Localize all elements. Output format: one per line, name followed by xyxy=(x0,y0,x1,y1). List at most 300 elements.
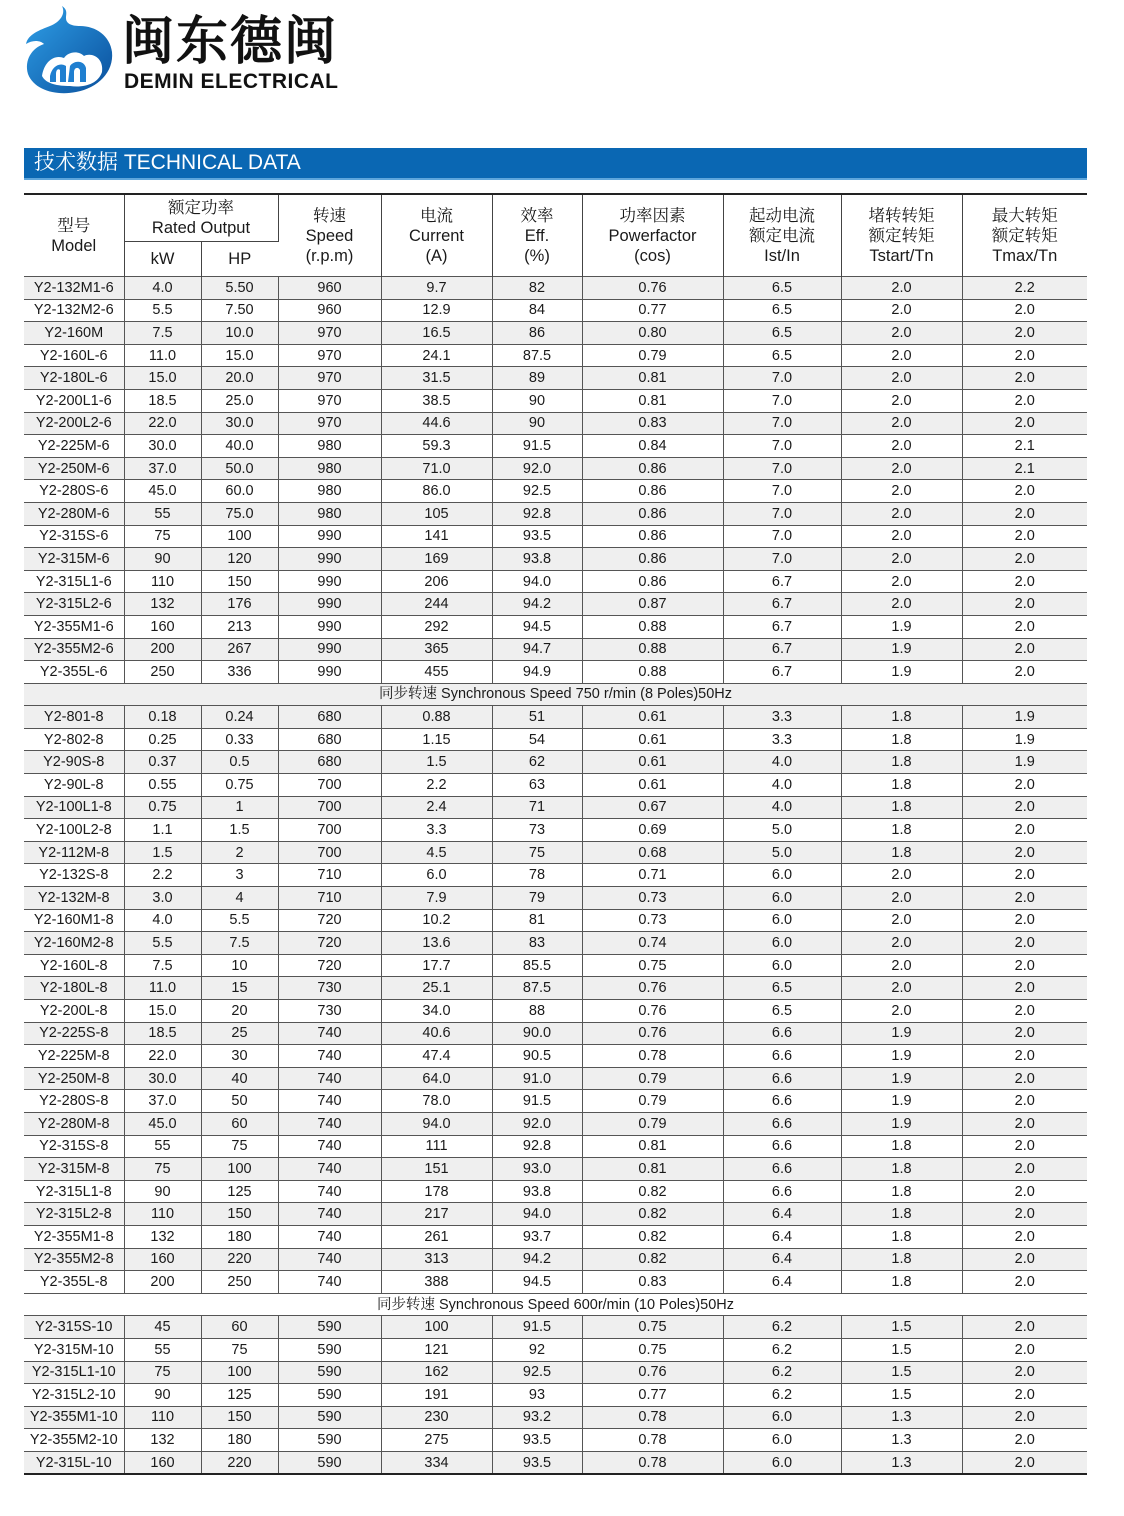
cell-model: Y2-132M2-6 xyxy=(24,299,124,322)
cell-kw: 55 xyxy=(124,1338,201,1361)
cell-model: Y2-280S-6 xyxy=(24,480,124,503)
cell-hp: 10.0 xyxy=(201,322,278,345)
cell-speed: 740 xyxy=(278,1225,381,1248)
cell-ist: 6.0 xyxy=(723,954,841,977)
cell-hp: 0.5 xyxy=(201,751,278,774)
cell-tstart: 2.0 xyxy=(841,412,962,435)
cell-tmax: 2.0 xyxy=(962,1248,1087,1271)
cell-pf: 0.83 xyxy=(582,1271,723,1294)
cell-eff: 92.8 xyxy=(492,1135,582,1158)
cell-hp: 50.0 xyxy=(201,457,278,480)
cell-current: 1.15 xyxy=(381,728,492,751)
cell-eff: 90.0 xyxy=(492,1022,582,1045)
cell-kw: 160 xyxy=(124,1451,201,1474)
table-row xyxy=(24,389,1087,412)
cell-model: Y2-160M xyxy=(24,322,124,345)
cell-speed: 590 xyxy=(278,1429,381,1452)
table-row xyxy=(24,1090,1087,1113)
cell-eff: 90.5 xyxy=(492,1045,582,1068)
cell-current: 38.5 xyxy=(381,389,492,412)
cell-hp: 180 xyxy=(201,1225,278,1248)
cell-hp: 0.33 xyxy=(201,728,278,751)
cell-speed: 960 xyxy=(278,299,381,322)
cell-eff: 88 xyxy=(492,1000,582,1023)
cell-current: 365 xyxy=(381,638,492,661)
cell-current: 141 xyxy=(381,525,492,548)
cell-current: 230 xyxy=(381,1406,492,1429)
cell-ist: 6.5 xyxy=(723,344,841,367)
cell-tstart: 2.0 xyxy=(841,480,962,503)
cell-pf: 0.76 xyxy=(582,977,723,1000)
cell-tmax: 2.2 xyxy=(962,277,1087,300)
cell-pf: 0.61 xyxy=(582,751,723,774)
cell-kw: 4.0 xyxy=(124,277,201,300)
table-row xyxy=(24,457,1087,480)
cell-speed: 700 xyxy=(278,796,381,819)
cell-pf: 0.84 xyxy=(582,435,723,458)
cell-ist: 7.0 xyxy=(723,548,841,571)
cell-hp: 40 xyxy=(201,1067,278,1090)
cell-eff: 87.5 xyxy=(492,344,582,367)
cell-ist: 6.7 xyxy=(723,593,841,616)
cell-kw: 110 xyxy=(124,1203,201,1226)
cell-tstart: 2.0 xyxy=(841,954,962,977)
cell-tstart: 1.9 xyxy=(841,615,962,638)
cell-eff: 83 xyxy=(492,932,582,955)
cell-speed: 990 xyxy=(278,525,381,548)
cell-model: Y2-160L-8 xyxy=(24,954,124,977)
table-row xyxy=(24,277,1087,300)
cell-pf: 0.87 xyxy=(582,593,723,616)
cell-current: 4.5 xyxy=(381,841,492,864)
cell-model: Y2-90L-8 xyxy=(24,774,124,797)
cell-tstart: 2.0 xyxy=(841,502,962,525)
cell-current: 455 xyxy=(381,661,492,684)
cell-tmax: 2.0 xyxy=(962,344,1087,367)
cell-tmax: 2.0 xyxy=(962,1271,1087,1294)
cell-eff: 91.5 xyxy=(492,435,582,458)
cell-kw: 0.37 xyxy=(124,751,201,774)
cell-ist: 6.5 xyxy=(723,299,841,322)
table-row xyxy=(24,864,1087,887)
table-row xyxy=(24,909,1087,932)
cell-kw: 200 xyxy=(124,1271,201,1294)
cell-hp: 30 xyxy=(201,1045,278,1068)
cell-pf: 0.79 xyxy=(582,1067,723,1090)
table-row xyxy=(24,1180,1087,1203)
cell-eff: 94.7 xyxy=(492,638,582,661)
cell-ist: 6.2 xyxy=(723,1338,841,1361)
header-powerfactor: 功率因素 Powerfactor (cos) xyxy=(582,194,723,277)
table-row xyxy=(24,751,1087,774)
cell-kw: 30.0 xyxy=(124,1067,201,1090)
header-speed: 转速 Speed (r.p.m) xyxy=(278,194,381,277)
cell-kw: 55 xyxy=(124,502,201,525)
cell-speed: 980 xyxy=(278,502,381,525)
cell-speed: 970 xyxy=(278,367,381,390)
cell-speed: 740 xyxy=(278,1022,381,1045)
cell-hp: 100 xyxy=(201,1158,278,1181)
cell-hp: 60 xyxy=(201,1316,278,1339)
cell-eff: 94.0 xyxy=(492,1203,582,1226)
cell-ist: 7.0 xyxy=(723,389,841,412)
cell-hp: 20 xyxy=(201,1000,278,1023)
cell-hp: 5.5 xyxy=(201,909,278,932)
cell-speed: 740 xyxy=(278,1090,381,1113)
cell-speed: 980 xyxy=(278,480,381,503)
cell-model: Y2-315L1-10 xyxy=(24,1361,124,1384)
synchronous-speed-label: 同步转速 Synchronous Speed 750 r/min (8 Poles)50Hz xyxy=(24,683,1087,706)
cell-tstart: 2.0 xyxy=(841,525,962,548)
cell-ist: 6.6 xyxy=(723,1135,841,1158)
cell-ist: 6.5 xyxy=(723,1000,841,1023)
cell-hp: 15 xyxy=(201,977,278,1000)
cell-hp: 267 xyxy=(201,638,278,661)
cell-speed: 590 xyxy=(278,1316,381,1339)
cell-pf: 0.82 xyxy=(582,1225,723,1248)
cell-ist: 6.6 xyxy=(723,1045,841,1068)
cell-hp: 100 xyxy=(201,525,278,548)
cell-hp: 125 xyxy=(201,1180,278,1203)
table-row xyxy=(24,1045,1087,1068)
cell-kw: 75 xyxy=(124,1361,201,1384)
cell-hp: 1 xyxy=(201,796,278,819)
table-row xyxy=(24,480,1087,503)
cell-eff: 85.5 xyxy=(492,954,582,977)
cell-hp: 15.0 xyxy=(201,344,278,367)
cell-eff: 93.5 xyxy=(492,1429,582,1452)
cell-speed: 740 xyxy=(278,1112,381,1135)
cell-current: 47.4 xyxy=(381,1045,492,1068)
cell-tmax: 2.0 xyxy=(962,1112,1087,1135)
cell-eff: 86 xyxy=(492,322,582,345)
cell-eff: 79 xyxy=(492,887,582,910)
cell-kw: 90 xyxy=(124,548,201,571)
cell-speed: 740 xyxy=(278,1067,381,1090)
cell-tmax: 2.0 xyxy=(962,1225,1087,1248)
cell-eff: 94.5 xyxy=(492,1271,582,1294)
cell-tstart: 1.5 xyxy=(841,1338,962,1361)
cell-current: 261 xyxy=(381,1225,492,1248)
cell-tstart: 2.0 xyxy=(841,593,962,616)
cell-model: Y2-250M-8 xyxy=(24,1067,124,1090)
cell-kw: 75 xyxy=(124,525,201,548)
cell-tstart: 2.0 xyxy=(841,322,962,345)
cell-current: 151 xyxy=(381,1158,492,1181)
cell-hp: 10 xyxy=(201,954,278,977)
cell-current: 2.2 xyxy=(381,774,492,797)
cell-current: 191 xyxy=(381,1384,492,1407)
cell-eff: 93 xyxy=(492,1384,582,1407)
cell-tmax: 2.0 xyxy=(962,570,1087,593)
cell-tmax: 2.0 xyxy=(962,1158,1087,1181)
cell-model: Y2-355M2-8 xyxy=(24,1248,124,1271)
cell-pf: 0.86 xyxy=(582,548,723,571)
table-row xyxy=(24,593,1087,616)
cell-pf: 0.78 xyxy=(582,1045,723,1068)
cell-tmax: 2.0 xyxy=(962,932,1087,955)
cell-speed: 990 xyxy=(278,593,381,616)
cell-eff: 92.5 xyxy=(492,480,582,503)
table-row xyxy=(24,841,1087,864)
cell-pf: 0.75 xyxy=(582,1338,723,1361)
cell-model: Y2-315L1-6 xyxy=(24,570,124,593)
cell-model: Y2-801-8 xyxy=(24,706,124,729)
cell-ist: 6.0 xyxy=(723,1451,841,1474)
brand-logo xyxy=(22,4,382,96)
cell-pf: 0.86 xyxy=(582,480,723,503)
table-row xyxy=(24,954,1087,977)
cell-model: Y2-315M-8 xyxy=(24,1158,124,1181)
cell-ist: 6.6 xyxy=(723,1158,841,1181)
table-row xyxy=(24,1067,1087,1090)
cell-model: Y2-132S-8 xyxy=(24,864,124,887)
cell-model: Y2-355M2-10 xyxy=(24,1429,124,1452)
cell-tmax: 2.0 xyxy=(962,1180,1087,1203)
cell-hp: 60 xyxy=(201,1112,278,1135)
cell-current: 24.1 xyxy=(381,344,492,367)
cell-tmax: 2.0 xyxy=(962,615,1087,638)
table-row xyxy=(24,1338,1087,1361)
table-row xyxy=(24,774,1087,797)
cell-pf: 0.76 xyxy=(582,1361,723,1384)
cell-eff: 62 xyxy=(492,751,582,774)
table-row xyxy=(24,638,1087,661)
technical-data-table-container xyxy=(24,193,1087,1475)
cell-speed: 740 xyxy=(278,1158,381,1181)
cell-model: Y2-200L2-6 xyxy=(24,412,124,435)
cell-pf: 0.69 xyxy=(582,819,723,842)
cell-tmax: 2.0 xyxy=(962,819,1087,842)
cell-model: Y2-355L-8 xyxy=(24,1271,124,1294)
cell-kw: 7.5 xyxy=(124,322,201,345)
cell-tmax: 2.0 xyxy=(962,887,1087,910)
cell-ist: 6.5 xyxy=(723,277,841,300)
cell-hp: 125 xyxy=(201,1384,278,1407)
cell-eff: 93.5 xyxy=(492,1451,582,1474)
cell-eff: 90 xyxy=(492,412,582,435)
cell-pf: 0.61 xyxy=(582,728,723,751)
cell-tstart: 2.0 xyxy=(841,1000,962,1023)
cell-speed: 680 xyxy=(278,706,381,729)
cell-hp: 250 xyxy=(201,1271,278,1294)
cell-ist: 3.3 xyxy=(723,728,841,751)
cell-speed: 740 xyxy=(278,1203,381,1226)
cell-tmax: 1.9 xyxy=(962,751,1087,774)
cell-ist: 6.7 xyxy=(723,570,841,593)
cell-ist: 3.3 xyxy=(723,706,841,729)
cell-model: Y2-355L-6 xyxy=(24,661,124,684)
cell-model: Y2-315S-10 xyxy=(24,1316,124,1339)
cell-current: 12.9 xyxy=(381,299,492,322)
cell-hp: 40.0 xyxy=(201,435,278,458)
cell-ist: 4.0 xyxy=(723,774,841,797)
cell-kw: 2.2 xyxy=(124,864,201,887)
cell-current: 100 xyxy=(381,1316,492,1339)
cell-current: 44.6 xyxy=(381,412,492,435)
cell-kw: 15.0 xyxy=(124,367,201,390)
cell-model: Y2-160M2-8 xyxy=(24,932,124,955)
cell-ist: 4.0 xyxy=(723,751,841,774)
cell-tmax: 2.0 xyxy=(962,480,1087,503)
section-title: 技术数据 TECHNICAL DATA xyxy=(34,151,301,174)
cell-model: Y2-280M-6 xyxy=(24,502,124,525)
section-band-row xyxy=(24,683,1087,706)
cell-tmax: 2.0 xyxy=(962,1022,1087,1045)
header-current: 电流 Current (A) xyxy=(381,194,492,277)
cell-speed: 680 xyxy=(278,728,381,751)
cell-speed: 590 xyxy=(278,1361,381,1384)
cell-hp: 25.0 xyxy=(201,389,278,412)
cell-hp: 220 xyxy=(201,1451,278,1474)
table-row xyxy=(24,1451,1087,1474)
table-row xyxy=(24,344,1087,367)
cell-hp: 4 xyxy=(201,887,278,910)
cell-pf: 0.83 xyxy=(582,412,723,435)
cell-eff: 90 xyxy=(492,389,582,412)
cell-kw: 75 xyxy=(124,1158,201,1181)
cell-tstart: 1.5 xyxy=(841,1316,962,1339)
cell-speed: 700 xyxy=(278,774,381,797)
cell-model: Y2-355M2-6 xyxy=(24,638,124,661)
cell-tstart: 2.0 xyxy=(841,977,962,1000)
table-body xyxy=(24,277,1087,1475)
cell-pf: 0.78 xyxy=(582,1406,723,1429)
cell-tmax: 2.0 xyxy=(962,954,1087,977)
cell-kw: 132 xyxy=(124,1429,201,1452)
cell-tstart: 1.8 xyxy=(841,796,962,819)
cell-tmax: 2.0 xyxy=(962,1203,1087,1226)
cell-tstart: 2.0 xyxy=(841,864,962,887)
cell-kw: 30.0 xyxy=(124,435,201,458)
cell-pf: 0.68 xyxy=(582,841,723,864)
cell-hp: 2 xyxy=(201,841,278,864)
cell-speed: 960 xyxy=(278,277,381,300)
table-row xyxy=(24,887,1087,910)
cell-ist: 6.2 xyxy=(723,1361,841,1384)
cell-tstart: 2.0 xyxy=(841,548,962,571)
cell-tmax: 2.0 xyxy=(962,322,1087,345)
cell-pf: 0.81 xyxy=(582,1158,723,1181)
cell-current: 6.0 xyxy=(381,864,492,887)
cell-eff: 94.2 xyxy=(492,1248,582,1271)
cell-current: 105 xyxy=(381,502,492,525)
cell-ist: 6.0 xyxy=(723,1406,841,1429)
cell-tstart: 1.9 xyxy=(841,1112,962,1135)
cell-hp: 7.5 xyxy=(201,932,278,955)
cell-tstart: 1.9 xyxy=(841,638,962,661)
cell-current: 16.5 xyxy=(381,322,492,345)
cell-model: Y2-132M-8 xyxy=(24,887,124,910)
cell-eff: 89 xyxy=(492,367,582,390)
table-row xyxy=(24,1361,1087,1384)
cell-tmax: 2.0 xyxy=(962,841,1087,864)
cell-current: 59.3 xyxy=(381,435,492,458)
cell-speed: 720 xyxy=(278,932,381,955)
cell-ist: 7.0 xyxy=(723,435,841,458)
cell-ist: 6.6 xyxy=(723,1112,841,1135)
cell-eff: 91.5 xyxy=(492,1090,582,1113)
cell-tmax: 2.0 xyxy=(962,1429,1087,1452)
cell-kw: 7.5 xyxy=(124,954,201,977)
cell-ist: 6.0 xyxy=(723,1429,841,1452)
cell-current: 10.2 xyxy=(381,909,492,932)
header-max-torque-ratio: 最大转矩 额定转矩 Tmax/Tn xyxy=(962,194,1087,277)
cell-pf: 0.77 xyxy=(582,299,723,322)
cell-speed: 990 xyxy=(278,615,381,638)
cell-ist: 6.4 xyxy=(723,1225,841,1248)
cell-kw: 250 xyxy=(124,661,201,684)
cell-pf: 0.67 xyxy=(582,796,723,819)
cell-tstart: 1.8 xyxy=(841,706,962,729)
cell-tstart: 1.8 xyxy=(841,774,962,797)
cell-pf: 0.73 xyxy=(582,909,723,932)
header-starting-current-ratio: 起动电流 额定电流 Ist/In xyxy=(723,194,841,277)
cell-pf: 0.77 xyxy=(582,1384,723,1407)
cell-hp: 5.50 xyxy=(201,277,278,300)
cell-ist: 7.0 xyxy=(723,480,841,503)
cell-pf: 0.78 xyxy=(582,1429,723,1452)
cell-current: 162 xyxy=(381,1361,492,1384)
cell-tstart: 2.0 xyxy=(841,909,962,932)
table-row xyxy=(24,1158,1087,1181)
cell-eff: 71 xyxy=(492,796,582,819)
cell-ist: 6.4 xyxy=(723,1248,841,1271)
cell-tmax: 2.0 xyxy=(962,367,1087,390)
cell-current: 244 xyxy=(381,593,492,616)
table-row xyxy=(24,1112,1087,1135)
cell-tstart: 1.8 xyxy=(841,1271,962,1294)
cell-current: 111 xyxy=(381,1135,492,1158)
cell-eff: 94.0 xyxy=(492,570,582,593)
cell-current: 313 xyxy=(381,1248,492,1271)
cell-tstart: 1.9 xyxy=(841,1022,962,1045)
cell-speed: 700 xyxy=(278,841,381,864)
cell-ist: 6.7 xyxy=(723,661,841,684)
cell-hp: 150 xyxy=(201,1203,278,1226)
cell-pf: 0.76 xyxy=(582,1000,723,1023)
table-row xyxy=(24,1022,1087,1045)
table-row xyxy=(24,1225,1087,1248)
cell-hp: 7.50 xyxy=(201,299,278,322)
cell-model: Y2-315M-10 xyxy=(24,1338,124,1361)
cell-current: 217 xyxy=(381,1203,492,1226)
cell-eff: 51 xyxy=(492,706,582,729)
cell-current: 25.1 xyxy=(381,977,492,1000)
table-row xyxy=(24,1406,1087,1429)
cell-hp: 0.24 xyxy=(201,706,278,729)
cell-pf: 0.79 xyxy=(582,1090,723,1113)
cell-pf: 0.82 xyxy=(582,1203,723,1226)
cell-model: Y2-225M-8 xyxy=(24,1045,124,1068)
cell-hp: 75 xyxy=(201,1135,278,1158)
cell-kw: 11.0 xyxy=(124,977,201,1000)
cell-kw: 11.0 xyxy=(124,344,201,367)
cell-eff: 81 xyxy=(492,909,582,932)
cell-tmax: 2.0 xyxy=(962,548,1087,571)
cell-current: 94.0 xyxy=(381,1112,492,1135)
table-header xyxy=(24,194,1087,277)
table-row xyxy=(24,932,1087,955)
cell-current: 169 xyxy=(381,548,492,571)
cell-speed: 730 xyxy=(278,977,381,1000)
cell-kw: 4.0 xyxy=(124,909,201,932)
cell-model: Y2-225M-6 xyxy=(24,435,124,458)
cell-current: 178 xyxy=(381,1180,492,1203)
cell-speed: 590 xyxy=(278,1406,381,1429)
cell-eff: 94.5 xyxy=(492,615,582,638)
table-row xyxy=(24,728,1087,751)
